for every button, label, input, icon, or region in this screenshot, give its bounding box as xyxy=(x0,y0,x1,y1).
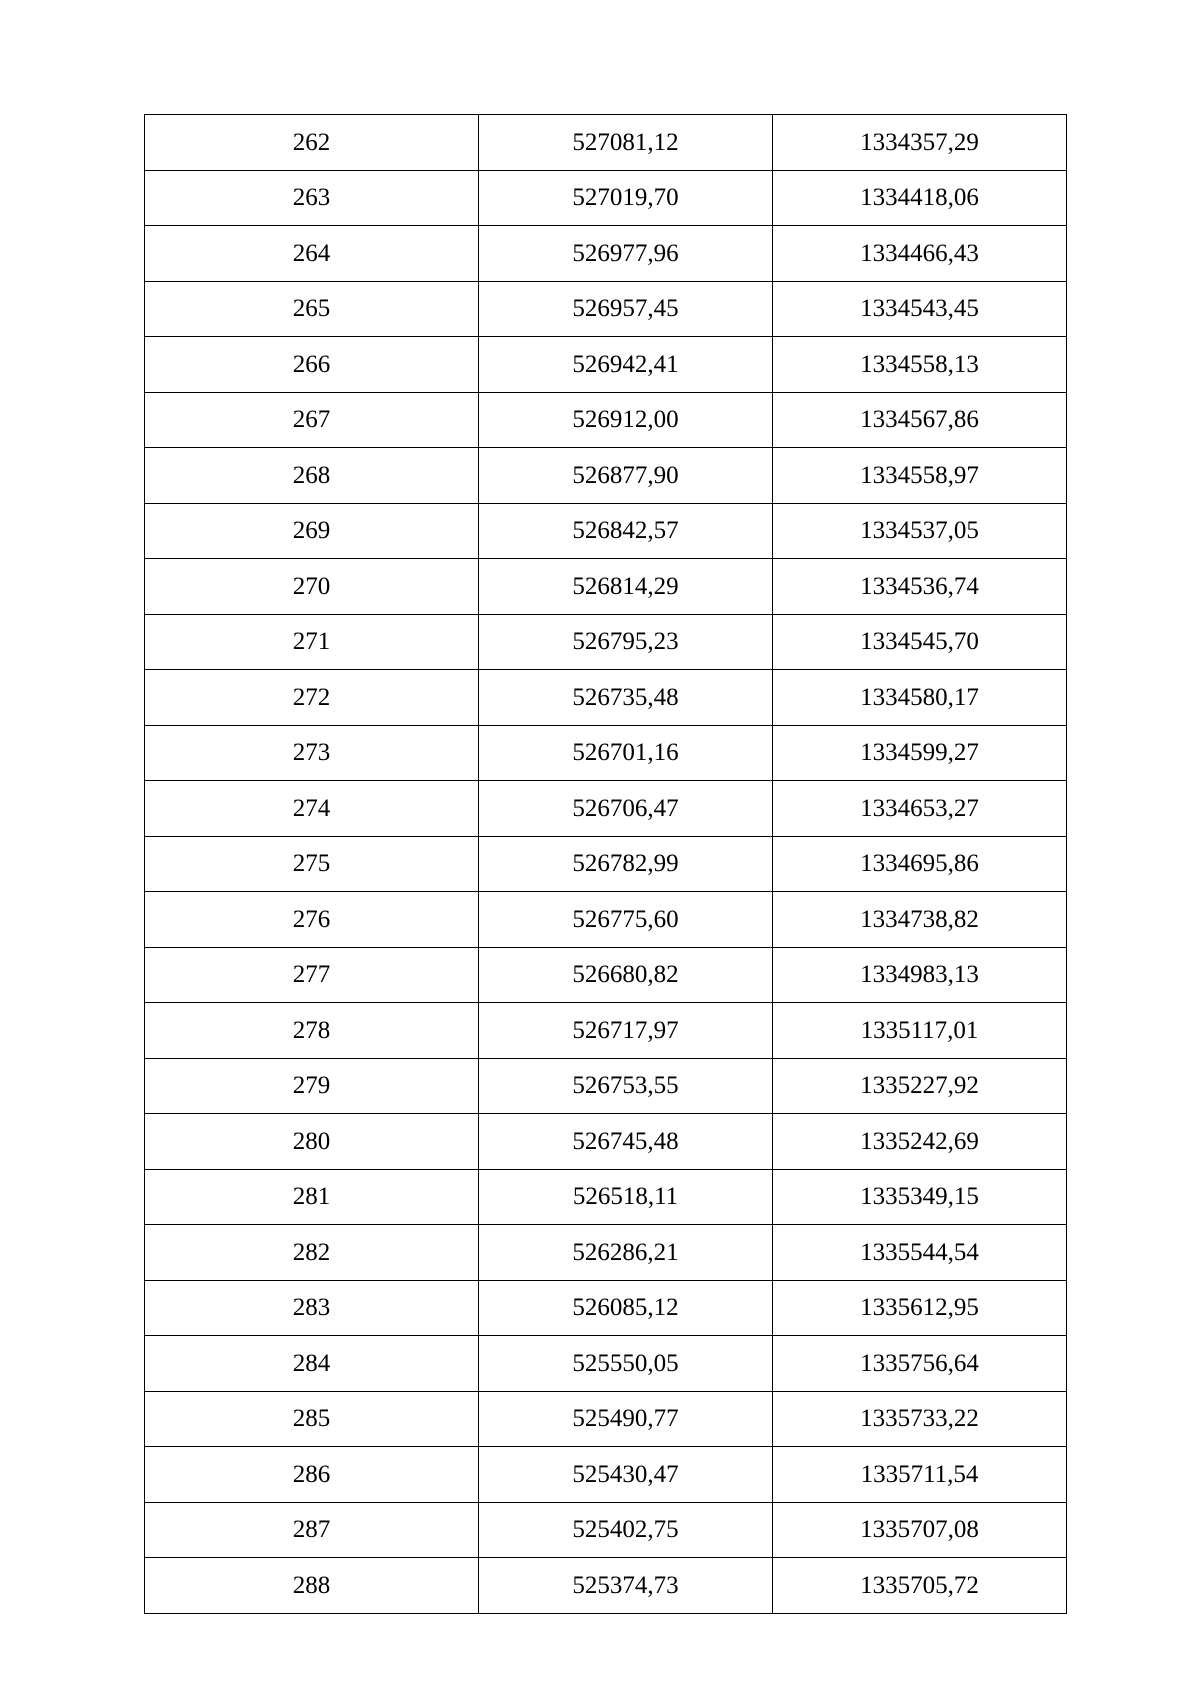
table-row xyxy=(145,781,1067,837)
x-coordinate-cell: 526680,82 xyxy=(479,947,773,1003)
y-coordinate-cell: 1334558,13 xyxy=(773,337,1067,393)
x-coordinate-cell: 526518,11 xyxy=(479,1169,773,1225)
point-number-cell: 287 xyxy=(145,1502,479,1558)
table-row xyxy=(145,670,1067,726)
table-row xyxy=(145,614,1067,670)
y-coordinate-cell: 1334536,74 xyxy=(773,559,1067,615)
table-row xyxy=(145,892,1067,948)
table-row xyxy=(145,1169,1067,1225)
point-number-cell: 285 xyxy=(145,1391,479,1447)
y-coordinate-cell: 1334357,29 xyxy=(773,115,1067,171)
y-coordinate-cell: 1334599,27 xyxy=(773,725,1067,781)
point-number-cell: 280 xyxy=(145,1114,479,1170)
x-coordinate-cell: 526814,29 xyxy=(479,559,773,615)
x-coordinate-cell: 525490,77 xyxy=(479,1391,773,1447)
y-coordinate-cell: 1335117,01 xyxy=(773,1003,1067,1059)
table-row xyxy=(145,1225,1067,1281)
x-coordinate-cell: 526782,99 xyxy=(479,836,773,892)
y-coordinate-cell: 1334567,86 xyxy=(773,392,1067,448)
point-number-cell: 288 xyxy=(145,1558,479,1614)
x-coordinate-cell: 526717,97 xyxy=(479,1003,773,1059)
y-coordinate-cell: 1334653,27 xyxy=(773,781,1067,837)
coordinates-table-body xyxy=(145,115,1067,1614)
point-number-cell: 263 xyxy=(145,170,479,226)
y-coordinate-cell: 1335612,95 xyxy=(773,1280,1067,1336)
y-coordinate-cell: 1334983,13 xyxy=(773,947,1067,1003)
y-coordinate-cell: 1335227,92 xyxy=(773,1058,1067,1114)
y-coordinate-cell: 1334537,05 xyxy=(773,503,1067,559)
x-coordinate-cell: 526977,96 xyxy=(479,226,773,282)
x-coordinate-cell: 527081,12 xyxy=(479,115,773,171)
y-coordinate-cell: 1334738,82 xyxy=(773,892,1067,948)
x-coordinate-cell: 525550,05 xyxy=(479,1336,773,1392)
y-coordinate-cell: 1334558,97 xyxy=(773,448,1067,504)
table-row xyxy=(145,448,1067,504)
x-coordinate-cell: 526912,00 xyxy=(479,392,773,448)
y-coordinate-cell: 1335544,54 xyxy=(773,1225,1067,1281)
x-coordinate-cell: 526706,47 xyxy=(479,781,773,837)
table-row xyxy=(145,559,1067,615)
x-coordinate-cell: 525430,47 xyxy=(479,1447,773,1503)
table-row xyxy=(145,115,1067,171)
x-coordinate-cell: 526735,48 xyxy=(479,670,773,726)
x-coordinate-cell: 527019,70 xyxy=(479,170,773,226)
table-row xyxy=(145,1502,1067,1558)
point-number-cell: 284 xyxy=(145,1336,479,1392)
y-coordinate-cell: 1335733,22 xyxy=(773,1391,1067,1447)
x-coordinate-cell: 526745,48 xyxy=(479,1114,773,1170)
point-number-cell: 278 xyxy=(145,1003,479,1059)
x-coordinate-cell: 526701,16 xyxy=(479,725,773,781)
point-number-cell: 267 xyxy=(145,392,479,448)
y-coordinate-cell: 1334695,86 xyxy=(773,836,1067,892)
x-coordinate-cell: 526286,21 xyxy=(479,1225,773,1281)
table-row xyxy=(145,226,1067,282)
y-coordinate-cell: 1335242,69 xyxy=(773,1114,1067,1170)
point-number-cell: 277 xyxy=(145,947,479,1003)
y-coordinate-cell: 1334466,43 xyxy=(773,226,1067,282)
point-number-cell: 265 xyxy=(145,281,479,337)
coordinates-table xyxy=(144,114,1067,1614)
x-coordinate-cell: 526753,55 xyxy=(479,1058,773,1114)
y-coordinate-cell: 1335707,08 xyxy=(773,1502,1067,1558)
table-row xyxy=(145,1336,1067,1392)
point-number-cell: 269 xyxy=(145,503,479,559)
point-number-cell: 283 xyxy=(145,1280,479,1336)
y-coordinate-cell: 1335705,72 xyxy=(773,1558,1067,1614)
table-row xyxy=(145,392,1067,448)
table-row xyxy=(145,1447,1067,1503)
point-number-cell: 272 xyxy=(145,670,479,726)
x-coordinate-cell: 526775,60 xyxy=(479,892,773,948)
x-coordinate-cell: 526877,90 xyxy=(479,448,773,504)
x-coordinate-cell: 526957,45 xyxy=(479,281,773,337)
point-number-cell: 273 xyxy=(145,725,479,781)
table-row xyxy=(145,1391,1067,1447)
x-coordinate-cell: 526085,12 xyxy=(479,1280,773,1336)
x-coordinate-cell: 526795,23 xyxy=(479,614,773,670)
y-coordinate-cell: 1334580,17 xyxy=(773,670,1067,726)
x-coordinate-cell: 526942,41 xyxy=(479,337,773,393)
point-number-cell: 281 xyxy=(145,1169,479,1225)
point-number-cell: 279 xyxy=(145,1058,479,1114)
table-row xyxy=(145,725,1067,781)
point-number-cell: 276 xyxy=(145,892,479,948)
y-coordinate-cell: 1335711,54 xyxy=(773,1447,1067,1503)
x-coordinate-cell: 525402,75 xyxy=(479,1502,773,1558)
point-number-cell: 264 xyxy=(145,226,479,282)
table-row xyxy=(145,947,1067,1003)
point-number-cell: 275 xyxy=(145,836,479,892)
point-number-cell: 286 xyxy=(145,1447,479,1503)
point-number-cell: 282 xyxy=(145,1225,479,1281)
table-row xyxy=(145,1003,1067,1059)
point-number-cell: 271 xyxy=(145,614,479,670)
y-coordinate-cell: 1334543,45 xyxy=(773,281,1067,337)
point-number-cell: 274 xyxy=(145,781,479,837)
x-coordinate-cell: 525374,73 xyxy=(479,1558,773,1614)
table-row xyxy=(145,836,1067,892)
table-row xyxy=(145,281,1067,337)
table-row xyxy=(145,1558,1067,1614)
point-number-cell: 262 xyxy=(145,115,479,171)
point-number-cell: 268 xyxy=(145,448,479,504)
y-coordinate-cell: 1335349,15 xyxy=(773,1169,1067,1225)
x-coordinate-cell: 526842,57 xyxy=(479,503,773,559)
table-row xyxy=(145,503,1067,559)
table-row xyxy=(145,1114,1067,1170)
table-row xyxy=(145,1280,1067,1336)
table-row xyxy=(145,170,1067,226)
table-row xyxy=(145,337,1067,393)
point-number-cell: 266 xyxy=(145,337,479,393)
y-coordinate-cell: 1334545,70 xyxy=(773,614,1067,670)
point-number-cell: 270 xyxy=(145,559,479,615)
table-row xyxy=(145,1058,1067,1114)
y-coordinate-cell: 1334418,06 xyxy=(773,170,1067,226)
y-coordinate-cell: 1335756,64 xyxy=(773,1336,1067,1392)
